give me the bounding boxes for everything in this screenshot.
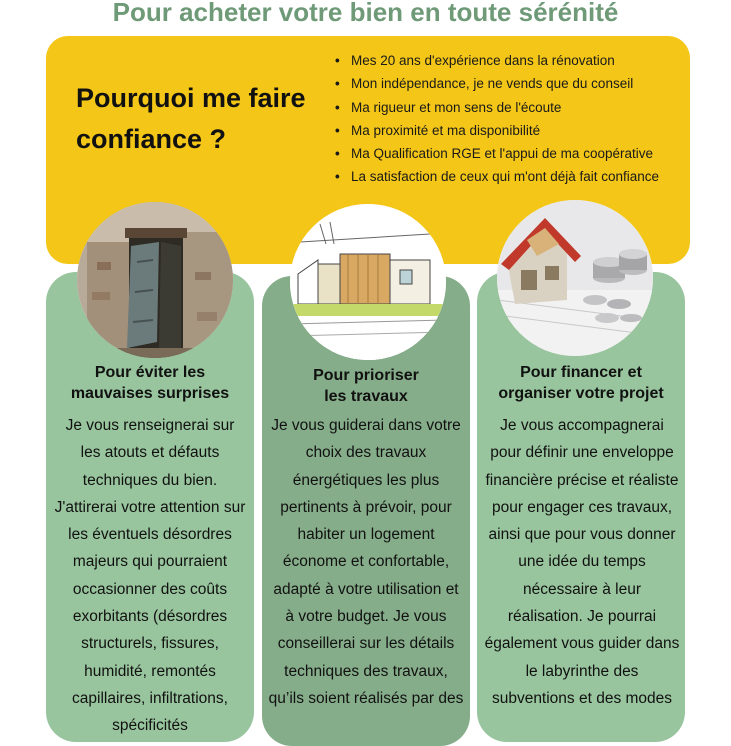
finance-title: Pour financer et organiser votre projet <box>498 364 664 402</box>
bullet-icon: • <box>335 99 340 115</box>
page-title: Pour acheter votre bien en toute sérénité <box>112 0 619 27</box>
house-coins-image <box>497 200 653 356</box>
list-item: • La satisfaction de ceux qui m'ont déjà fait confiance <box>328 165 659 188</box>
bullet-icon: • <box>335 122 340 138</box>
trust-heading: Pourquoi me faire confiance ? <box>76 83 306 154</box>
bullet-icon: • <box>335 146 340 162</box>
bullet-icon: • <box>335 53 340 68</box>
reasons-list <box>328 49 659 189</box>
bullet-icon: • <box>335 76 340 92</box>
list-item: • Ma rigueur et mon sens de l'écoute <box>328 96 659 119</box>
list-item: • Mon indépendance, je ne vends que du conseil <box>328 72 659 95</box>
old-door-photo <box>77 202 233 358</box>
list-item: • Ma proximité et ma disponibilité <box>328 119 659 142</box>
finance-text: Je vous accompagnerai pour définir une enveloppe financière précise et réaliste pour engager ces travaux, ainsi que pour vous donner une idée du temps nécessaire à leur réalisation. Je pourrai également vous guider dans le labyrinthe des subventions et des modes <box>484 417 680 707</box>
house-sketch-image <box>290 204 446 360</box>
works-title: Pour prioriser les travaux <box>313 367 419 405</box>
works-text: Je vous guiderai dans votre choix des travaux énergétiques les plus pertinents à prévoir, pour habiter un logement économe et confortable, adapté à votre utilisation et à votre budget. Je vous conseillerai sur les détails techniques des travaux, qu’ils soient réalisés par des <box>268 417 464 707</box>
surprises-title: Pour éviter les mauvaises surprises <box>70 364 230 402</box>
list-item: • Mes 20 ans d'expérience dans la rénovation <box>328 49 659 72</box>
bullet-icon: • <box>335 169 340 185</box>
surprises-text: Je vous renseignerai sur les atouts et défauts techniques du bien. J'attirerai votre attention sur les éventuels désordres majeurs qui pourraient occasionner des coûts exorbitants (désordres structurels, fissures, humidité, remontés capillaires, infiltrations, spécificités <box>54 417 246 735</box>
list-item: • Ma Qualification RGE et l'appui de ma coopérative <box>328 142 659 165</box>
